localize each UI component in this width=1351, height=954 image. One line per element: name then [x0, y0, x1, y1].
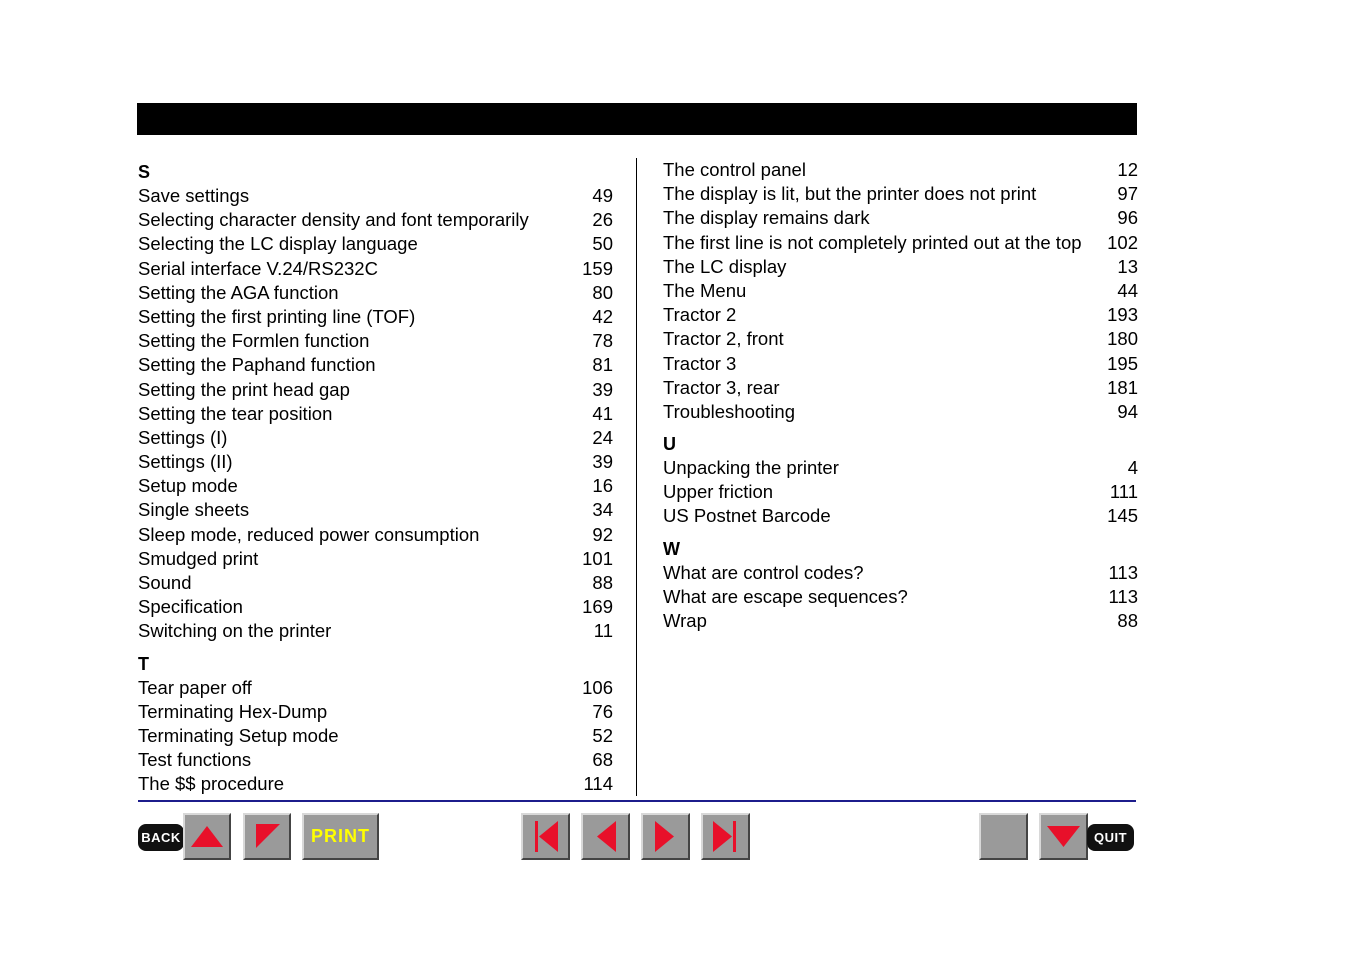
- index-entry-page: 4: [1127, 457, 1138, 479]
- index-entry-page: 114: [583, 773, 613, 795]
- index-entry-label: Settings (II): [138, 451, 233, 473]
- index-letter-heading: W: [663, 538, 680, 559]
- index-entry-page: 80: [592, 281, 613, 303]
- index-entry-label: The display remains dark: [663, 207, 870, 229]
- index-entry-label: Setting the Formlen function: [138, 330, 370, 352]
- index-entry[interactable]: [663, 279, 1138, 303]
- index-entry[interactable]: [138, 329, 613, 353]
- index-entry-label: Switching on the printer: [138, 620, 332, 642]
- next-page-button[interactable]: [641, 813, 690, 860]
- arrow-down-icon: [1041, 815, 1086, 858]
- index-entry-page: 39: [592, 378, 613, 400]
- section-spacer: [663, 529, 1138, 535]
- index-entry-label: Terminating Hex-Dump: [138, 700, 328, 722]
- index-entry-label: Setting the AGA function: [138, 281, 339, 303]
- index-entry[interactable]: [663, 352, 1138, 376]
- index-entry-page: 113: [1108, 585, 1138, 607]
- quit-button[interactable]: [1087, 824, 1134, 851]
- index-entry-label: Troubleshooting: [663, 400, 795, 422]
- index-entry-label: What are escape sequences?: [663, 585, 908, 607]
- index-entry-label: Tractor 3, rear: [663, 376, 780, 398]
- blank-nav-button[interactable]: [979, 813, 1028, 860]
- index-entry[interactable]: [138, 700, 613, 724]
- index-entry-page: 44: [1117, 279, 1138, 301]
- index-column-left: [138, 158, 613, 797]
- index-entry-page: 102: [1107, 231, 1138, 253]
- page-down-button[interactable]: [243, 813, 291, 860]
- index-column-right: [663, 158, 1138, 633]
- index-entry-page: 97: [1117, 183, 1138, 205]
- arrow-down-corner-icon: [245, 815, 289, 858]
- index-entry[interactable]: [138, 257, 613, 281]
- index-entry[interactable]: [138, 232, 613, 256]
- index-entry-page: 106: [582, 676, 613, 698]
- index-entry-page: 24: [592, 426, 613, 448]
- index-entry-label: Unpacking the printer: [663, 457, 839, 479]
- index-letter-heading: T: [138, 653, 149, 674]
- last-page-button[interactable]: [701, 813, 750, 860]
- index-entry-page: 169: [582, 596, 613, 618]
- index-entry-page: 145: [1107, 505, 1138, 527]
- index-entry[interactable]: [663, 231, 1138, 255]
- index-entry-label: Tractor 3: [663, 352, 737, 374]
- index-entry[interactable]: [663, 376, 1138, 400]
- index-entry-page: 12: [1117, 159, 1138, 180]
- index-entry-page: 42: [592, 305, 613, 327]
- index-entry[interactable]: [663, 561, 1138, 585]
- index-entry-label: The display is lit, but the printer does not print: [663, 183, 1037, 205]
- index-entry-page: 94: [1117, 400, 1138, 422]
- index-entry-label: Sound: [138, 572, 192, 593]
- index-entry-page: 180: [1107, 328, 1138, 350]
- index-entry-label: US Postnet Barcode: [663, 505, 831, 527]
- index-entry[interactable]: [138, 523, 613, 547]
- previous-page-icon: [583, 815, 628, 858]
- previous-page-button[interactable]: [581, 813, 630, 860]
- index-entry[interactable]: [138, 402, 613, 426]
- index-entry-label: Test functions: [138, 749, 252, 771]
- next-page-icon: [643, 815, 688, 858]
- index-entry-label: Upper friction: [663, 481, 774, 503]
- back-label: BACK: [141, 830, 181, 845]
- first-page-icon: [523, 815, 568, 858]
- index-entry-page: 34: [592, 499, 613, 521]
- index-entry[interactable]: [138, 571, 613, 595]
- index-entry[interactable]: [138, 498, 613, 522]
- index-entry[interactable]: [663, 480, 1138, 504]
- index-entry[interactable]: [138, 353, 613, 377]
- index-entry[interactable]: [663, 585, 1138, 609]
- index-entry[interactable]: [663, 303, 1138, 327]
- index-entry[interactable]: [663, 206, 1138, 230]
- index-entry-label: Setup mode: [138, 475, 238, 497]
- index-entry-page: 41: [592, 402, 613, 424]
- index-entry[interactable]: [663, 182, 1138, 206]
- index-entry-label: Wrap: [663, 610, 707, 631]
- index-entry[interactable]: [138, 426, 613, 450]
- section-spacer: [663, 424, 1138, 430]
- index-entry-page: 49: [592, 185, 613, 206]
- index-entry-label: The Menu: [663, 279, 747, 301]
- index-entry[interactable]: [663, 504, 1138, 528]
- index-entry-label: Sleep mode, reduced power consumption: [138, 523, 480, 545]
- index-entry-label: Settings (I): [138, 426, 228, 448]
- index-entry[interactable]: [663, 255, 1138, 279]
- index-entry-label: Tear paper off: [138, 676, 252, 698]
- index-entry[interactable]: [138, 378, 613, 402]
- index-entry-page: 88: [592, 572, 613, 593]
- index-entry-page: 16: [592, 475, 613, 497]
- index-entry[interactable]: [138, 595, 613, 619]
- index-entry-label: Terminating Setup mode: [138, 724, 339, 746]
- index-entry-page: 26: [592, 209, 613, 231]
- index-entry[interactable]: [663, 327, 1138, 351]
- index-entry-label: Setting the first printing line (TOF): [138, 305, 416, 327]
- back-button[interactable]: [138, 824, 184, 851]
- index-entry[interactable]: [138, 305, 613, 329]
- index-entry-label: The control panel: [663, 159, 806, 180]
- index-entry-page: 96: [1117, 207, 1138, 229]
- print-button[interactable]: [302, 813, 379, 860]
- index-entry[interactable]: [138, 772, 613, 796]
- index-entry-page: 101: [582, 547, 613, 569]
- index-entry-label: The $$ procedure: [138, 773, 285, 795]
- index-entry-page: 68: [592, 749, 613, 771]
- index-entry[interactable]: [138, 281, 613, 305]
- index-entry-label: Selecting character density and font temporarily: [138, 209, 529, 231]
- index-entry-page: 81: [592, 354, 613, 376]
- index-entry[interactable]: [138, 547, 613, 571]
- index-letter-heading: S: [138, 162, 151, 182]
- index-entry-label: Tractor 2, front: [663, 328, 784, 350]
- last-page-icon: [703, 815, 748, 858]
- quit-label: QUIT: [1093, 830, 1128, 845]
- index-entry-label: Specification: [138, 596, 243, 618]
- index-entry[interactable]: [138, 450, 613, 474]
- index-entry[interactable]: [138, 474, 613, 498]
- index-entry-page: 39: [592, 451, 613, 473]
- index-entry-page: 92: [592, 523, 613, 545]
- index-entry-page: 78: [592, 330, 613, 352]
- index-entry-label: What are control codes?: [663, 561, 864, 583]
- index-entry[interactable]: [663, 400, 1138, 424]
- index-entry-label: Selecting the LC display language: [138, 233, 418, 255]
- index-entry-label: The first line is not completely printed out at the top: [663, 231, 1082, 253]
- index-entry-page: 181: [1107, 376, 1138, 398]
- index-entry-page: 50: [592, 233, 613, 255]
- index-entry-page: 195: [1107, 352, 1138, 374]
- index-entry[interactable]: [138, 619, 613, 643]
- index-entry-label: Save settings: [138, 185, 250, 206]
- index-entry[interactable]: [663, 456, 1138, 480]
- scroll-down-button[interactable]: [1039, 813, 1088, 860]
- index-entry-page: 76: [592, 700, 613, 722]
- index-entry-label: The LC display: [663, 255, 787, 277]
- index-entry-label: Setting the tear position: [138, 402, 333, 424]
- arrow-up-icon: [185, 815, 229, 858]
- index-entry[interactable]: [138, 748, 613, 772]
- index-entry-page: 52: [592, 724, 613, 746]
- index-entry-label: Setting the print head gap: [138, 378, 350, 400]
- bottom-rule: [138, 800, 1136, 802]
- scroll-up-button[interactable]: [183, 813, 231, 860]
- header-bar: [137, 103, 1137, 135]
- index-entry[interactable]: [138, 724, 613, 748]
- first-page-button[interactable]: [521, 813, 570, 860]
- index-entry-label: Smudged print: [138, 547, 259, 569]
- index-entry-page: 159: [582, 257, 613, 279]
- print-label: PRINT: [311, 826, 370, 846]
- index-entry-label: Setting the Paphand function: [138, 354, 376, 376]
- index-letter-heading: U: [663, 434, 676, 455]
- section-spacer: [138, 644, 613, 650]
- index-entry-page: 11: [593, 620, 613, 642]
- index-entry[interactable]: [138, 184, 613, 208]
- index-entry[interactable]: [663, 609, 1138, 633]
- index-entry-page: 111: [1109, 481, 1138, 503]
- index-entry-label: Single sheets: [138, 499, 250, 521]
- index-entry-page: 88: [1117, 610, 1138, 631]
- index-entry-page: 113: [1108, 561, 1138, 583]
- index-entry[interactable]: [138, 676, 613, 700]
- index-entry-label: Serial interface V.24/RS232C: [138, 257, 378, 279]
- index-entry-page: 193: [1107, 304, 1138, 326]
- index-entry-label: Tractor 2: [663, 304, 737, 326]
- index-entry[interactable]: [663, 158, 1138, 182]
- index-entry[interactable]: [138, 208, 613, 232]
- index-entry-page: 13: [1117, 255, 1138, 277]
- column-divider: [636, 158, 637, 796]
